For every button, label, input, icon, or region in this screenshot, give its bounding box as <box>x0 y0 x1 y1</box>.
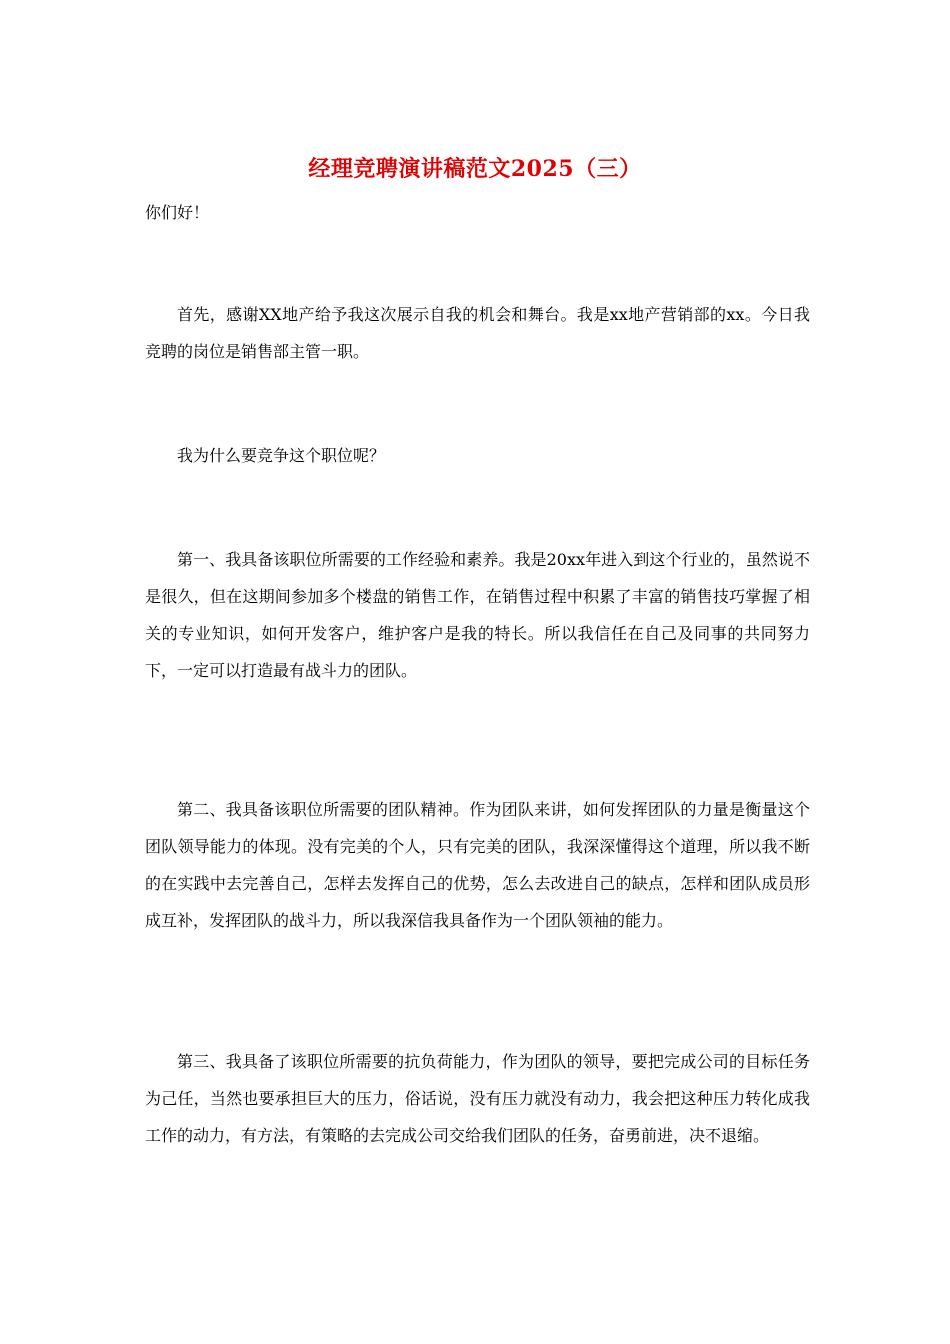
paragraph-point-one: 第一、我具备该职位所需要的工作经验和素养。我是20xx年进入到这个行业的，虽然说不是很久，但在这期间参加多个楼盘的销售工作，在销售过程中积累了丰富的销售技巧掌握了相关的专业知识，如何开发客户，维护客户是我的特长。所以我信任在自己及同事的共同努力下，一定可以打造最有战斗力的团队。 <box>145 550 810 680</box>
paragraph-point-two: 第二、我具备该职位所需要的团队精神。作为团队来讲，如何发挥团队的力量是衡量这个团队领导能力的体现。没有完美的个人，只有完美的团队，我深深懂得这个道理，所以我不断的在实践中去完善自己，怎样去发挥自己的优势，怎么去改进自己的缺点，怎样和团队成员形成互补，发挥团队的战斗力，所以我深信我具备作为一个团队领袖的能力。 <box>145 800 810 930</box>
document-title: 经理竞聘演讲稿范文2025（三） <box>308 156 642 182</box>
paragraph-question: 我为什么要竞争这个职位呢？ <box>177 446 386 465</box>
greeting: 你们好！ <box>145 203 210 222</box>
paragraph-intro: 首先，感谢XX地产给予我这次展示自我的机会和舞台。我是xx地产营销部的xx。今日我竞聘的岗位是销售部主管一职。 <box>145 305 810 361</box>
paragraph-point-three: 第三、我具备了该职位所需要的抗负荷能力，作为团队的领导，要把完成公司的目标任务为己任，当然也要承担巨大的压力，俗话说，没有压力就没有动力，我会把这种压力转化成我工作的动力，有方法，有策略的去完成公司交给我们团队的任务，奋勇前进，决不退缩。 <box>145 1052 810 1145</box>
